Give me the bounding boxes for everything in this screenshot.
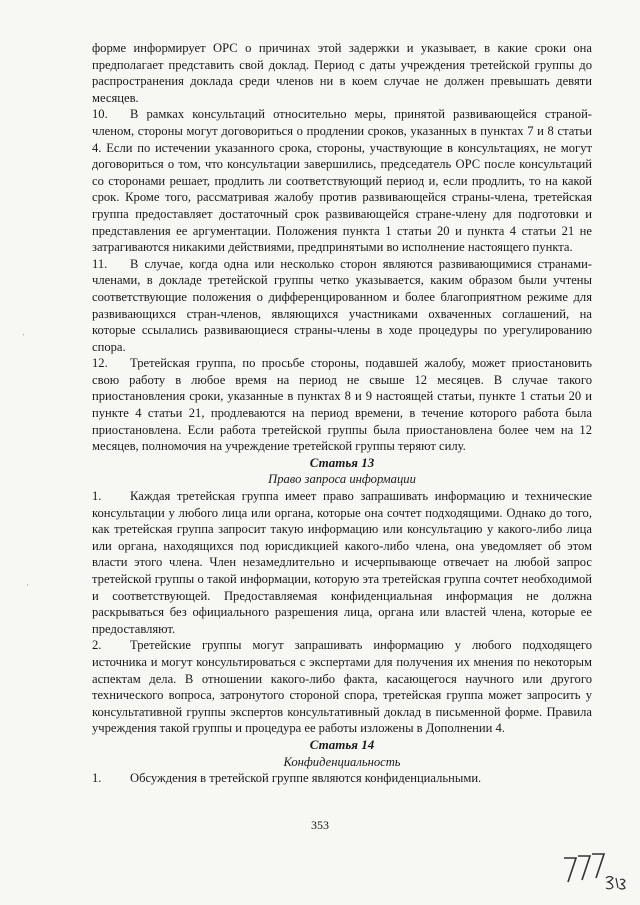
paragraph-text: Обсуждения в третейской группе являются конфиденциальными. bbox=[130, 771, 482, 786]
article-13-subtitle: Право запроса информации bbox=[268, 472, 416, 487]
paragraph-10 bbox=[92, 106, 592, 255]
paragraph-number: 2. bbox=[92, 638, 102, 653]
paragraph-text: Третейская группа, по просьбе стороны, подавшей жалобу, может приостановить свою работу в любое время на период не свыше 12 месяцев. В случае такого приостановления сроки, указанные в пунктах 8 и 9 настоящей статьи, пункте 1 статьи 20 и пункте 4 статьи 21, продлеваются на период времени, в течение которого работа была приостановлена. Если работа третейской группы была приостановлена более чем на 12 месяцев, полномочия на учреждение третейской группы теряют силу. bbox=[92, 356, 592, 454]
article-13-paragraph-2 bbox=[92, 637, 592, 737]
paragraph-text: Каждая третейская группа имеет право запрашивать информацию и техническиe консультации у любого лица или органа, которые она сочтет подходящими. Однако до того, как третейская группа запросит такую информацию или консультацию у какого-либо лица или органа, находящихся под юрисдикцией какого-либо члена, она уведомляет об этом власти этого члена. Член незамедлительно и исчерпывающе отвечает на любой запрос третейской группы о такой информации, которую эта третейская группа сочтет необходимой и соответствующей. Предоставляемая конфиденциальная информация не должна раскрываться без официального разрешения лица, органа или властей члена, которые ее предоставляют. bbox=[92, 489, 592, 636]
handwritten-folio-mark bbox=[560, 848, 630, 898]
paragraph-text: Третейские группы могут запрашивать информацию у любого подходящего источника и могут консультироваться с экспертами для получения их мнения по некоторым аспектам дела. В отношении какого-либо факта, касающегося научного или другого технического вопроса, затронутого стороной спора, третейская группа может запросить у консультативной группы экспертов консультативный доклад в письменной форме. Правила учреждения такой группы и процедура ее работы изложены в Дополнении 4. bbox=[92, 638, 592, 736]
article-13-title: Статья 13 bbox=[309, 454, 375, 470]
paragraph-text: В рамках консультаций относительно меры, принятой развивающейся страной-членом, стороны могут договориться о продлении сроков, указанных в пунктах 7 и 8 статьи 4. Если по истечении указанного срока, стороны, участвующие в консультациях, не могут договориться о том, что консультации завершились, председатель ОРС после консультаций со сторонами решает, продлить ли соответствующий период и, если продлить, то на какой срок. Кроме того, рассматривая жалобу против развивающейся страны-члена, третейская группа предоставляет достаточный срок развивающейся стране-члену для подготовки и представления ее аргументации. Положения пункта 1 статьи 20 и пункта 4 статьи 21 не затрагиваются никакими действиями, предпринятыми во исполнение настоящего пункта. bbox=[92, 107, 592, 255]
scan-margin-mark: ˌ bbox=[26, 575, 30, 586]
page-number: 353 bbox=[311, 818, 329, 832]
paragraph-12 bbox=[92, 355, 592, 455]
paragraph-text: В случае, когда одна или несколько сторон являются развивающимися странами-членами, в докладе третейской группы четко указывается, каким образом были учтены соответствующие положения о дифференцированном и более благоприятном режиме для развивающихся стран-членов, являющихся участниками охваченных соглашений, на которые ссылались развивающиеся страны-члены в ходе процедуры по урегулированию спора. bbox=[92, 256, 592, 354]
article-13-paragraph-1 bbox=[92, 488, 592, 637]
article-14-paragraph-1 bbox=[92, 770, 592, 787]
paragraph-11 bbox=[92, 256, 592, 356]
paragraph-continuation: форме информирует ОРС о причинах этой задержки и указывает, в какие сроки она предполагает представить свой доклад. Период с даты учреждения третейской группы до распространения доклада среди членов ни в коем случае не должен превышать девяти месяцев. bbox=[92, 41, 592, 105]
article-14-title: Статья 14 bbox=[309, 736, 375, 752]
article-14-subtitle: Конфиденциальность bbox=[283, 754, 401, 769]
paragraph-number: 1. bbox=[92, 489, 102, 504]
paragraph-number: 11. bbox=[92, 256, 108, 271]
scan-margin-mark: ˌ bbox=[22, 325, 26, 336]
document-body bbox=[92, 40, 592, 787]
paragraph-number: 1. bbox=[92, 771, 102, 786]
paragraph-number: 10. bbox=[92, 107, 108, 122]
paragraph-number: 12. bbox=[92, 356, 108, 371]
